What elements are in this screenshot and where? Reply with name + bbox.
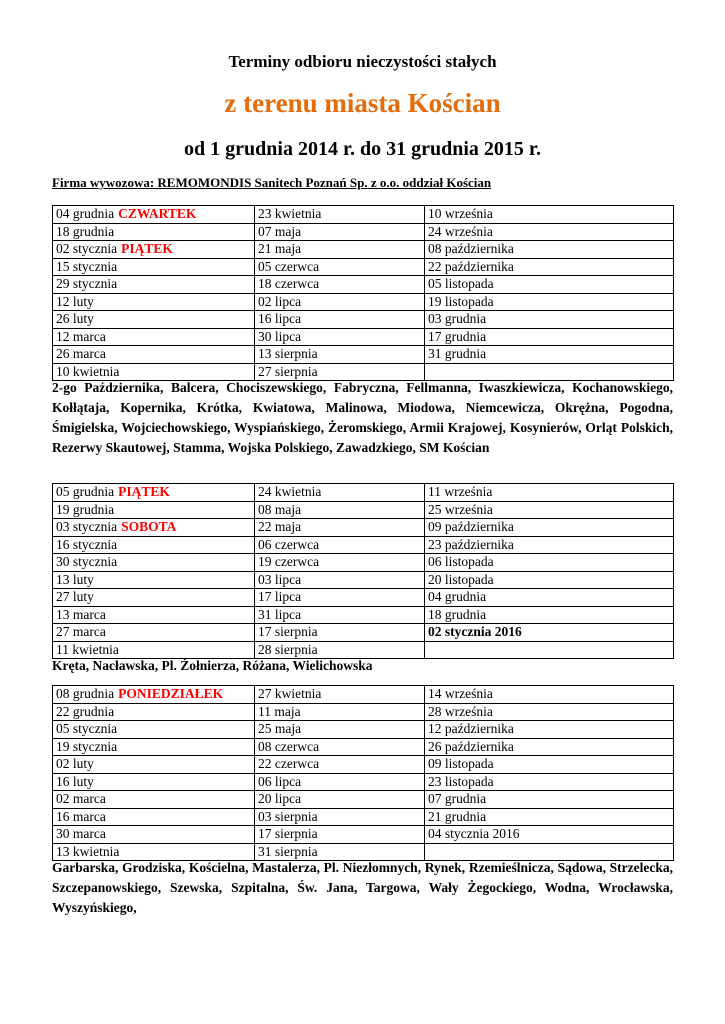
cell-date: 17 grudnia: [428, 328, 487, 344]
table-cell: [425, 624, 674, 642]
cell-date: 30 stycznia: [56, 554, 118, 570]
cell-date: 11 kwietnia: [56, 641, 119, 657]
cell-date: 19 czerwca: [258, 554, 320, 570]
cell-date: 21 grudnia: [428, 808, 487, 824]
table-row: [53, 258, 674, 276]
table-cell: [425, 328, 674, 346]
table-cell: [53, 501, 255, 519]
cell-date: 18 czerwca: [258, 276, 320, 292]
table-row: [53, 501, 674, 519]
cell-date: 16 marca: [56, 808, 106, 824]
cell-date: 31 grudnia: [428, 346, 487, 362]
table-cell: [425, 571, 674, 589]
cell-date: 22 grudnia: [56, 703, 115, 719]
cell-date: 28 sierpnia: [258, 641, 318, 657]
cell-date: 27 kwietnia: [258, 686, 322, 702]
table-cell: [425, 293, 674, 311]
cell-date: 12 marca: [56, 328, 106, 344]
table-cell: [255, 589, 425, 607]
cell-date: 26 luty: [56, 311, 94, 327]
cell-date: 22 października: [428, 258, 514, 274]
table-row: [53, 686, 674, 704]
table-cell: [425, 554, 674, 572]
cell-date: 10 kwietnia: [56, 363, 120, 379]
cell-date: 05 grudnia: [56, 484, 115, 500]
table-cell: [255, 223, 425, 241]
table-cell: [425, 501, 674, 519]
table-cell: [425, 519, 674, 537]
cell-date: 11 września: [428, 484, 493, 500]
cell-date: 26 marca: [56, 346, 106, 362]
table-cell: [425, 826, 674, 844]
cell-date: 06 lipca: [258, 773, 302, 789]
cell-date: 13 sierpnia: [258, 346, 318, 362]
table-row: [53, 293, 674, 311]
table-row: [53, 223, 674, 241]
table-cell: [53, 589, 255, 607]
table-cell: [425, 589, 674, 607]
table-row: [53, 311, 674, 329]
firm-line: Firma wywozowa: REMOMONDIS Sanitech Poznań Sp. z o.o. oddział Kościan: [52, 175, 492, 190]
table-cell: [255, 206, 425, 224]
weekday-label: CZWARTEK: [118, 206, 197, 222]
table-cell: [53, 311, 255, 329]
cell-date: 25 maja: [258, 721, 302, 737]
weekday-label: PONIEDZIAŁEK: [118, 686, 224, 702]
cell-date: 17 lipca: [258, 589, 302, 605]
table-cell: [255, 624, 425, 642]
cell-date: 07 grudnia: [428, 791, 487, 807]
cell-date: 02 marca: [56, 791, 106, 807]
cell-date: 08 maja: [258, 501, 302, 517]
cell-date: 12 października: [428, 721, 514, 737]
cell-date: 12 luty: [56, 293, 94, 309]
table-cell: [255, 791, 425, 809]
table-cell: [425, 276, 674, 294]
table-row: [53, 241, 674, 259]
title-line-2: z terenu miasta Kościan: [224, 88, 501, 118]
table-cell: [255, 258, 425, 276]
table-row: [53, 624, 674, 642]
cell-date: 06 czerwca: [258, 536, 320, 552]
table-row: [53, 519, 674, 537]
cell-date: 18 grudnia: [56, 223, 115, 239]
table-cell: [255, 241, 425, 259]
weekday-label: SOBOTA: [121, 519, 177, 535]
table-row: [53, 606, 674, 624]
table-cell: [53, 241, 255, 259]
table-row: [53, 703, 674, 721]
cell-date: 10 września: [428, 206, 493, 222]
cell-date: 08 grudnia: [56, 686, 115, 702]
table-row: [53, 721, 674, 739]
table-cell: [255, 756, 425, 774]
table-cell: [425, 206, 674, 224]
table-cell: [53, 773, 255, 791]
cell-date: 11 maja: [258, 703, 301, 719]
cell-date: 27 marca: [56, 624, 106, 640]
table-cell: [53, 721, 255, 739]
table-row: [53, 826, 674, 844]
table-cell: [425, 686, 674, 704]
table-cell: [255, 826, 425, 844]
table-row: [53, 756, 674, 774]
cell-date: 04 grudnia: [428, 589, 487, 605]
table-cell: [255, 276, 425, 294]
cell-date: 03 grudnia: [428, 311, 487, 327]
table-cell: [425, 223, 674, 241]
table-cell: [53, 791, 255, 809]
cell-date: 04 stycznia 2016: [428, 826, 520, 842]
cell-date: 27 luty: [56, 589, 94, 605]
table-row: [53, 484, 674, 502]
table-cell: [255, 554, 425, 572]
cell-date: 02 lipca: [258, 293, 302, 309]
table-cell: [255, 484, 425, 502]
cell-date: 30 lipca: [258, 328, 302, 344]
table-cell: [255, 773, 425, 791]
table-cell: [255, 686, 425, 704]
table-cell: [53, 826, 255, 844]
table-cell: [53, 484, 255, 502]
streets-list-3: Garbarska, Grodziska, Kościelna, Mastalerza, Pl. Niezłomnych, Rynek, Rzemieślnicza, Sądowa, Strzelecka, Szczepanowskiego, Szewska, Szpitalna, Św. Jana, Targowa, Wały Żegockiego, Wodna, Wrocławska, Wyszyńskiego,: [52, 860, 673, 915]
title-line-1: Terminy odbioru nieczystości stałych: [228, 52, 497, 71]
table-cell: [255, 346, 425, 364]
table-cell: [53, 276, 255, 294]
table-row: [53, 206, 674, 224]
cell-date: 16 lipca: [258, 311, 302, 327]
table-cell: [425, 258, 674, 276]
cell-date: 13 luty: [56, 571, 94, 587]
table-cell: [425, 773, 674, 791]
schedule-table-1: [52, 205, 674, 381]
cell-date: 05 listopada: [428, 276, 494, 292]
title-line-3: od 1 grudnia 2014 r. do 31 grudnia 2015 r.: [184, 138, 541, 160]
table-cell: [255, 536, 425, 554]
table-cell: [425, 808, 674, 826]
cell-date: 25 września: [428, 501, 493, 517]
table-cell: [255, 311, 425, 329]
cell-date: 03 lipca: [258, 571, 302, 587]
cell-date: 13 kwietnia: [56, 843, 120, 859]
cell-date: 02 stycznia 2016: [428, 624, 522, 640]
cell-date: 20 listopada: [428, 571, 494, 587]
table-row: [53, 589, 674, 607]
table-cell: [53, 536, 255, 554]
cell-date: 03 stycznia: [56, 519, 118, 535]
table-cell: [53, 624, 255, 642]
streets-list-1: 2-go Października, Balcera, Chociszewskiego, Fabryczna, Fellmanna, Iwaszkiewicza, Kochanowskiego, Kołłątaja, Kopernika, Krótka, Kwiatowa, Malinowa, Miodowa, Niemcewicza, Okrężna, Pogodna, Śmigielska, Wojciechowskiego, Wyspiańskiego, Żeromskiego, Armii Krajowej, Kosynierów, Orląt Polskich, Rezerwy Skautowej, Stamma, Wojska Polskiego, Zawadzkiego, SM Kościan: [52, 380, 673, 455]
cell-date: 18 grudnia: [428, 606, 487, 622]
cell-date: 24 kwietnia: [258, 484, 322, 500]
cell-date: 08 czerwca: [258, 738, 320, 754]
cell-date: 15 stycznia: [56, 258, 118, 274]
cell-date: 28 września: [428, 703, 493, 719]
table-cell: [53, 703, 255, 721]
cell-date: 19 stycznia: [56, 738, 118, 754]
cell-date: 24 września: [428, 223, 493, 239]
table-cell: [53, 686, 255, 704]
cell-date: 31 lipca: [258, 606, 302, 622]
table-cell: [255, 571, 425, 589]
schedule-table-3: [52, 685, 674, 861]
weekday-label: PIĄTEK: [118, 484, 170, 500]
schedule-table-2: [52, 483, 674, 659]
table-cell: [255, 738, 425, 756]
table-cell: [425, 346, 674, 364]
table-cell: [255, 721, 425, 739]
table-cell: [53, 328, 255, 346]
table-cell: [425, 311, 674, 329]
cell-date: 16 stycznia: [56, 536, 118, 552]
table-cell: [255, 501, 425, 519]
table-cell: [425, 738, 674, 756]
cell-date: 23 listopada: [428, 773, 494, 789]
cell-date: 23 października: [428, 536, 514, 552]
table-cell: [53, 519, 255, 537]
table-cell: [425, 791, 674, 809]
table-cell: [425, 756, 674, 774]
table-cell: [53, 738, 255, 756]
table-row: [53, 571, 674, 589]
table-cell: [255, 328, 425, 346]
table-row: [53, 346, 674, 364]
streets-list-2: Kręta, Nacławska, Pl. Żołnierza, Różana, Wielichowska: [52, 658, 373, 673]
table-cell: [425, 536, 674, 554]
table-cell: [53, 606, 255, 624]
table-row: [53, 328, 674, 346]
table-cell: [425, 241, 674, 259]
cell-date: 30 marca: [56, 826, 106, 842]
table-cell: [255, 703, 425, 721]
table-cell: [53, 554, 255, 572]
table-cell: [425, 606, 674, 624]
table-row: [53, 773, 674, 791]
table-row: [53, 791, 674, 809]
table-cell: [255, 606, 425, 624]
table-cell: [53, 293, 255, 311]
table-cell: [53, 756, 255, 774]
cell-date: 09 listopada: [428, 756, 494, 772]
cell-date: 26 października: [428, 738, 514, 754]
table-cell: [53, 223, 255, 241]
table-cell: [53, 346, 255, 364]
cell-date: 20 lipca: [258, 791, 302, 807]
table-row: [53, 738, 674, 756]
cell-date: 05 stycznia: [56, 721, 118, 737]
weekday-label: PIĄTEK: [121, 241, 173, 257]
cell-date: 29 stycznia: [56, 276, 118, 292]
cell-date: 13 marca: [56, 606, 106, 622]
cell-date: 16 luty: [56, 773, 94, 789]
table-cell: [255, 519, 425, 537]
table-cell: [53, 808, 255, 826]
cell-date: 02 stycznia: [56, 241, 118, 257]
cell-date: 21 maja: [258, 241, 302, 257]
cell-date: 03 sierpnia: [258, 808, 318, 824]
table-row: [53, 536, 674, 554]
table-cell: [255, 293, 425, 311]
table-row: [53, 554, 674, 572]
table-cell: [53, 206, 255, 224]
table-cell: [255, 808, 425, 826]
cell-date: 22 maja: [258, 519, 302, 535]
table-row: [53, 276, 674, 294]
cell-date: 27 sierpnia: [258, 363, 318, 379]
cell-date: 19 grudnia: [56, 501, 115, 517]
table-cell: [425, 721, 674, 739]
cell-date: 17 sierpnia: [258, 624, 318, 640]
cell-date: 04 grudnia: [56, 206, 115, 222]
cell-date: 09 października: [428, 519, 514, 535]
cell-date: 17 sierpnia: [258, 826, 318, 842]
cell-date: 19 listopada: [428, 293, 494, 309]
cell-date: 14 września: [428, 686, 493, 702]
cell-date: 02 luty: [56, 756, 94, 772]
cell-date: 23 kwietnia: [258, 206, 322, 222]
cell-date: 05 czerwca: [258, 258, 320, 274]
cell-date: 22 czerwca: [258, 756, 320, 772]
cell-date: 07 maja: [258, 223, 302, 239]
table-cell: [53, 571, 255, 589]
table-row: [53, 808, 674, 826]
table-cell: [53, 258, 255, 276]
table-cell: [425, 484, 674, 502]
table-cell: [425, 703, 674, 721]
cell-date: 08 października: [428, 241, 514, 257]
cell-date: 31 sierpnia: [258, 843, 318, 859]
cell-date: 06 listopada: [428, 554, 494, 570]
